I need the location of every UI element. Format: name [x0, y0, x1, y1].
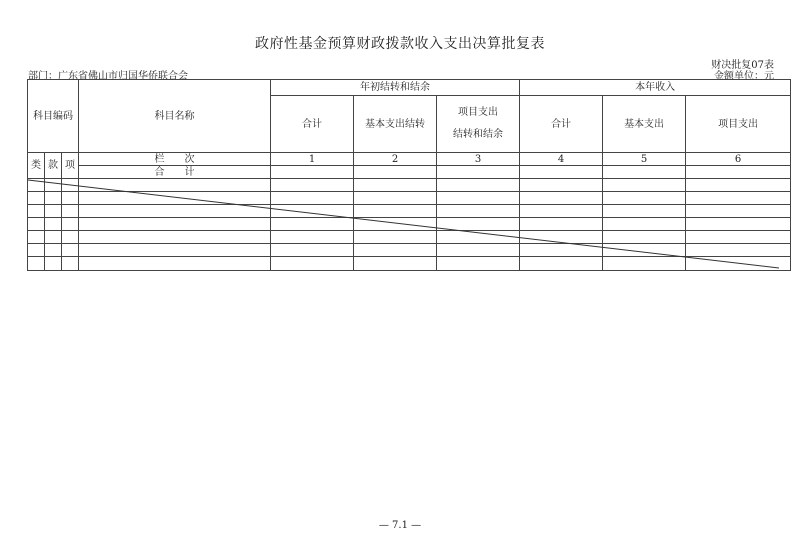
header-section: 款: [45, 153, 62, 179]
table-row: [28, 257, 791, 271]
table-row: [28, 244, 791, 257]
column-number: 1: [271, 153, 354, 166]
header-group-beginning: 年初结转和结余: [271, 80, 520, 96]
column-number: 5: [603, 153, 686, 166]
page-number: — 7.1 —: [378, 520, 422, 531]
header-basic-carryover: 基本支出结转: [354, 96, 437, 153]
header-subject-code: 科目编码: [28, 80, 79, 153]
table-cell: [437, 166, 520, 179]
department-label: 部门：广东省佛山市归国华侨联合会: [28, 71, 188, 82]
column-label: 栏 次: [79, 153, 271, 166]
header-group-income: 本年收入: [520, 80, 791, 96]
header-subject-name: 科目名称: [79, 80, 271, 153]
table-cell: [686, 166, 791, 179]
header-project-carryover: [437, 96, 520, 153]
table-cell: [603, 166, 686, 179]
table-cell: [271, 166, 354, 179]
table-cell: [520, 166, 603, 179]
header-class: 类: [28, 153, 45, 179]
budget-table: [27, 79, 791, 271]
column-number: 3: [437, 153, 520, 166]
sum-label: 合 计: [79, 166, 271, 179]
table-row: [28, 218, 791, 231]
header-project-carryover-line1: 项目支出: [458, 107, 499, 118]
column-number: 6: [686, 153, 791, 166]
table-row: [28, 231, 791, 244]
amount-unit: 金额单位：元: [714, 71, 774, 82]
page-title: 政府性基金预算财政拨款收入支出决算批复表: [255, 36, 545, 52]
header-total: 合计: [271, 96, 354, 153]
column-number: 2: [354, 153, 437, 166]
header-project-expense: 项目支出: [686, 96, 791, 153]
header-project-carryover-line2: 结转和结余: [453, 129, 504, 140]
header-total-income: 合计: [520, 96, 603, 153]
table-row: [28, 179, 791, 192]
header-item: 项: [62, 153, 79, 179]
table-row: [28, 205, 791, 218]
table-cell: [354, 166, 437, 179]
form-code: 财决批复07表: [711, 60, 774, 71]
header-basic-expense: 基本支出: [603, 96, 686, 153]
table-row: [28, 192, 791, 205]
column-number: 4: [520, 153, 603, 166]
